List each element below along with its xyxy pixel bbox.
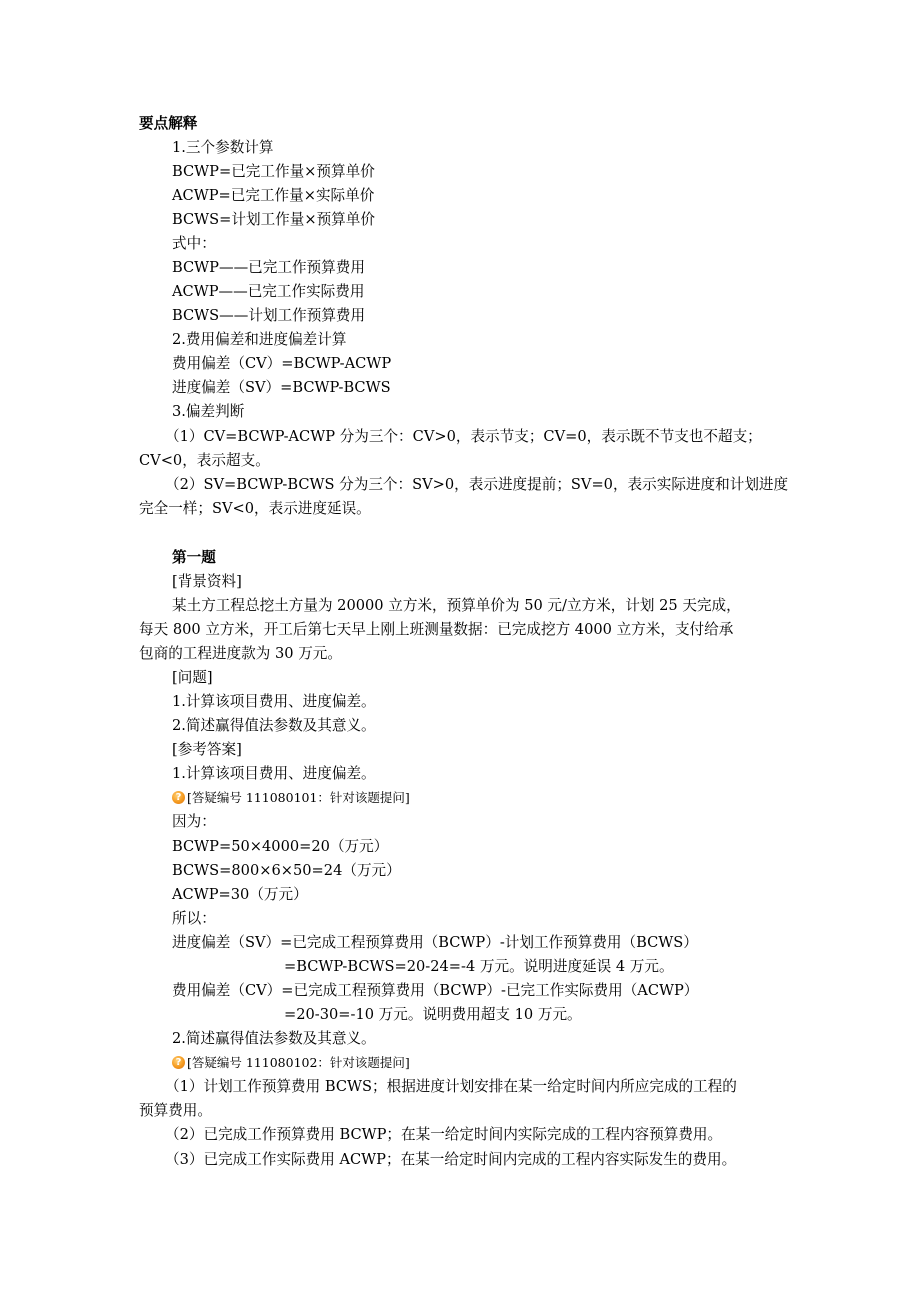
formula-acwp: ACWP=已完工作量×实际单价 (172, 187, 375, 204)
answer2-ask-link-text[interactable]: [答疑编号 111080102：针对该题提问] (187, 1055, 410, 1070)
answer1-ask-link[interactable] (172, 786, 410, 810)
deviation-heading: 2.费用偏差和进度偏差计算 (172, 331, 347, 348)
formula-bcws: BCWS=计划工作量×预算单价 (172, 211, 375, 228)
cv-formula: 费用偏差（CV）=BCWP-ACWP (172, 355, 392, 372)
section-title: 要点解释 (139, 115, 198, 132)
calc-bcwp: BCWP=50×4000=20（万元） (172, 838, 389, 855)
meaning-acwp: （3）已完成工作实际费用 ACWP；在某一给定时间内完成的工程内容实际发生的费用。 (165, 1151, 737, 1168)
background-line1: 某土方工程总挖土方量为 20000 立方米，预算单价为 50 元/立方米，计划 25 天完成， (172, 597, 741, 614)
params-heading: 1.三个参数计算 (172, 139, 274, 156)
question-title: 第一题 (172, 549, 216, 566)
answer-label: [参考答案] (172, 741, 242, 758)
judge-cv-line1: （1）CV=BCWP-ACWP 分为三个：CV>0，表示节支；CV=0，表示既不节支也不超支； (165, 428, 762, 445)
sv-calc-line2: =BCWP-BCWS=20-24=-4 万元。说明进度延误 4 万元。 (284, 958, 674, 975)
sv-calc-line1: 进度偏差（SV）=已完成工程预算费用（BCWP）-计划工作预算费用（BCWS） (172, 934, 698, 951)
background-label: [背景资料] (172, 573, 242, 590)
judge-cv-line2: CV<0，表示超支。 (139, 452, 270, 469)
judge-heading: 3.偏差判断 (172, 403, 245, 420)
sv-formula: 进度偏差（SV）=BCWP-BCWS (172, 379, 391, 396)
question-2: 2.简述赢得值法参数及其意义。 (172, 717, 376, 734)
answer1-heading: 1.计算该项目费用、进度偏差。 (172, 765, 376, 782)
definition-acwp: ACWP——已完工作实际费用 (172, 283, 365, 300)
meaning-bcws-line2: 预算费用。 (139, 1102, 212, 1119)
definition-bcws: BCWS——计划工作预算费用 (172, 307, 366, 324)
definition-bcwp: BCWP——已完工作预算费用 (172, 259, 365, 276)
judge-sv-line2: 完全一样；SV<0，表示进度延误。 (139, 500, 371, 517)
question-icon: ? (172, 791, 185, 804)
question-label: [问题] (172, 669, 213, 686)
answer1-ask-link-text[interactable]: [答疑编号 111080101：针对该题提问] (187, 790, 410, 805)
meaning-bcws-line1: （1）计划工作预算费用 BCWS；根据进度计划安排在某一给定时间内所应完成的工程的 (165, 1078, 737, 1095)
where-label: 式中： (172, 235, 216, 252)
calc-acwp: ACWP=30（万元） (172, 886, 308, 903)
meaning-bcwp: （2）已完成工作预算费用 BCWP；在某一给定时间内实际完成的工程内容预算费用。 (165, 1126, 723, 1143)
calc-bcws: BCWS=800×6×50=24（万元） (172, 862, 401, 879)
background-line2: 每天 800 立方米，开工后第七天早上刚上班测量数据：已完成挖方 4000 立方米，支付给承 (139, 621, 734, 638)
judge-sv-line1: （2）SV=BCWP-BCWS 分为三个：SV>0，表示进度提前；SV=0，表示实际进度和计划进度 (165, 476, 789, 493)
cv-calc-line2: =20-30=-10 万元。说明费用超支 10 万元。 (284, 1006, 582, 1023)
formula-bcwp: BCWP=已完工作量×预算单价 (172, 163, 375, 180)
background-line3: 包商的工程进度款为 30 万元。 (139, 645, 342, 662)
because-label: 因为： (172, 813, 216, 830)
answer2-ask-link[interactable] (172, 1051, 410, 1075)
question-icon: ? (172, 1056, 185, 1069)
cv-calc-line1: 费用偏差（CV）=已完成工程预算费用（BCWP）-已完工作实际费用（ACWP） (172, 982, 699, 999)
so-label: 所以： (172, 910, 216, 927)
question-1: 1.计算该项目费用、进度偏差。 (172, 693, 376, 710)
answer2-heading: 2.简述赢得值法参数及其意义。 (172, 1030, 376, 1047)
